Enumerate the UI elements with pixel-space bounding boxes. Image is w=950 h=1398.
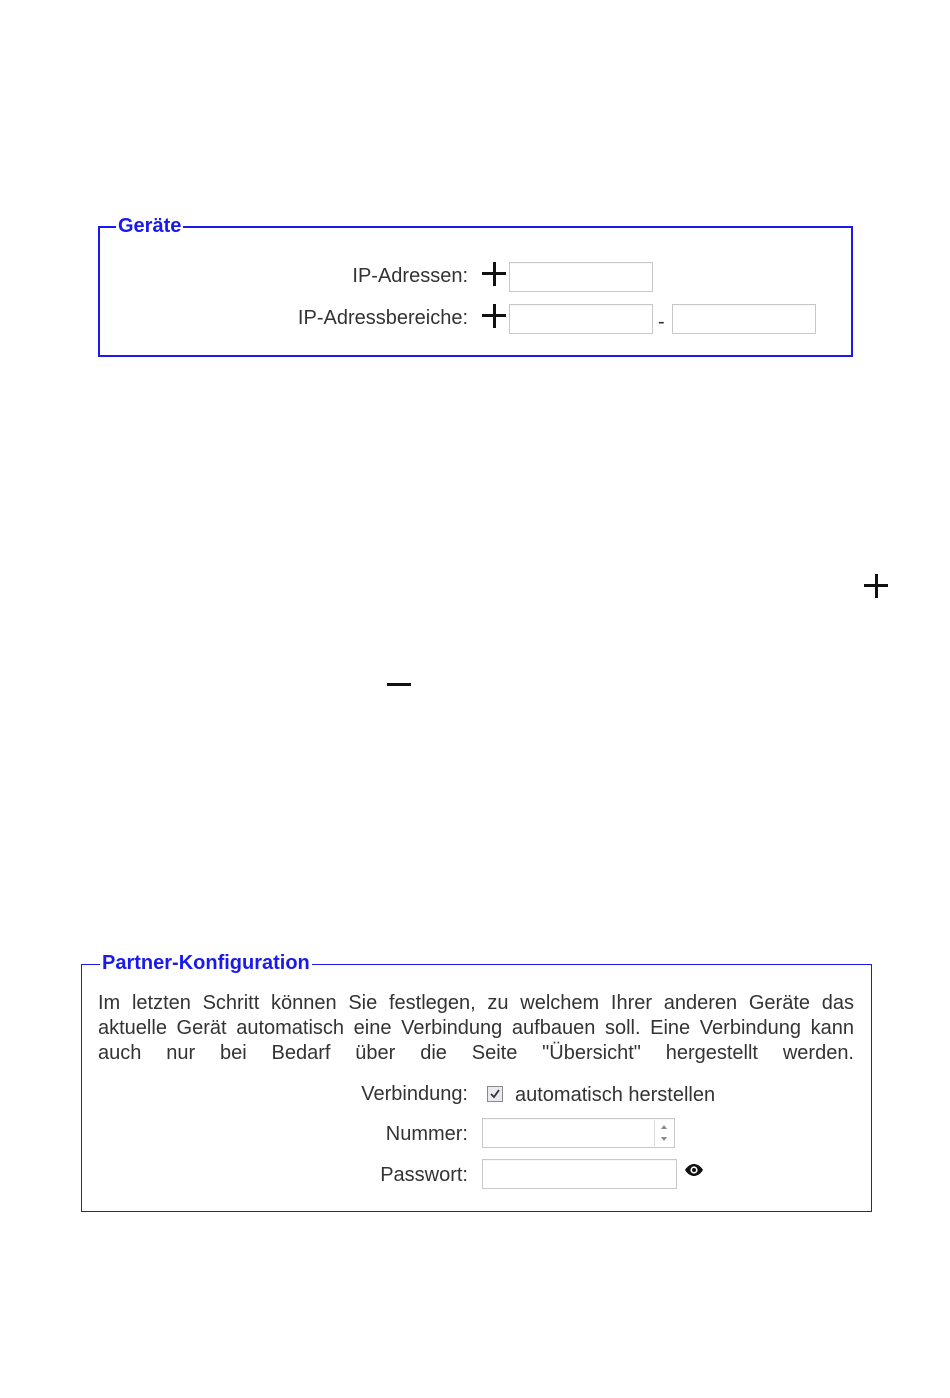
- partner-fieldset: [81, 952, 872, 1212]
- plus-icon[interactable]: [864, 574, 888, 598]
- eye-icon[interactable]: [684, 1163, 704, 1177]
- ip-ranges-label: IP-Adressbereiche:: [297, 307, 468, 329]
- partner-legend: Partner-Konfiguration: [102, 952, 310, 974]
- auto-connect-label[interactable]: automatisch herstellen: [515, 1084, 716, 1106]
- spin-up-icon[interactable]: [655, 1120, 673, 1133]
- add-ip-address-plus-icon[interactable]: [482, 262, 506, 286]
- password-label: Passwort:: [380, 1164, 468, 1186]
- number-input[interactable]: [482, 1118, 675, 1148]
- checkmark-icon: [489, 1088, 501, 1100]
- partner-description: Im letzten Schritt können Sie festlegen, zu welchem Ihrer anderen Geräte das aktuelle Gerät automatisch eine Verbindung aufbauen soll. Eine Verbindung kann auch nur bei Bedarf über die Seite "Übersicht" hergestellt werden.: [98, 992, 854, 1064]
- number-spinner: [654, 1120, 673, 1146]
- number-field-wrap: [482, 1118, 675, 1148]
- connection-label: Verbindung:: [361, 1083, 468, 1105]
- range-separator: -: [658, 311, 665, 333]
- minus-icon[interactable]: [387, 673, 411, 697]
- devices-legend: Geräte: [118, 215, 182, 237]
- spin-down-icon[interactable]: [655, 1133, 673, 1146]
- ip-address-input[interactable]: [509, 262, 653, 292]
- add-ip-range-plus-icon[interactable]: [482, 304, 506, 328]
- ip-range-to-input[interactable]: [672, 304, 816, 334]
- auto-connect-checkbox[interactable]: [487, 1086, 503, 1102]
- number-label: Nummer:: [385, 1123, 468, 1145]
- password-input[interactable]: [482, 1159, 677, 1189]
- ip-addresses-label: IP-Adressen:: [352, 265, 468, 287]
- devices-fieldset: [98, 215, 853, 357]
- ip-range-from-input[interactable]: [509, 304, 653, 334]
